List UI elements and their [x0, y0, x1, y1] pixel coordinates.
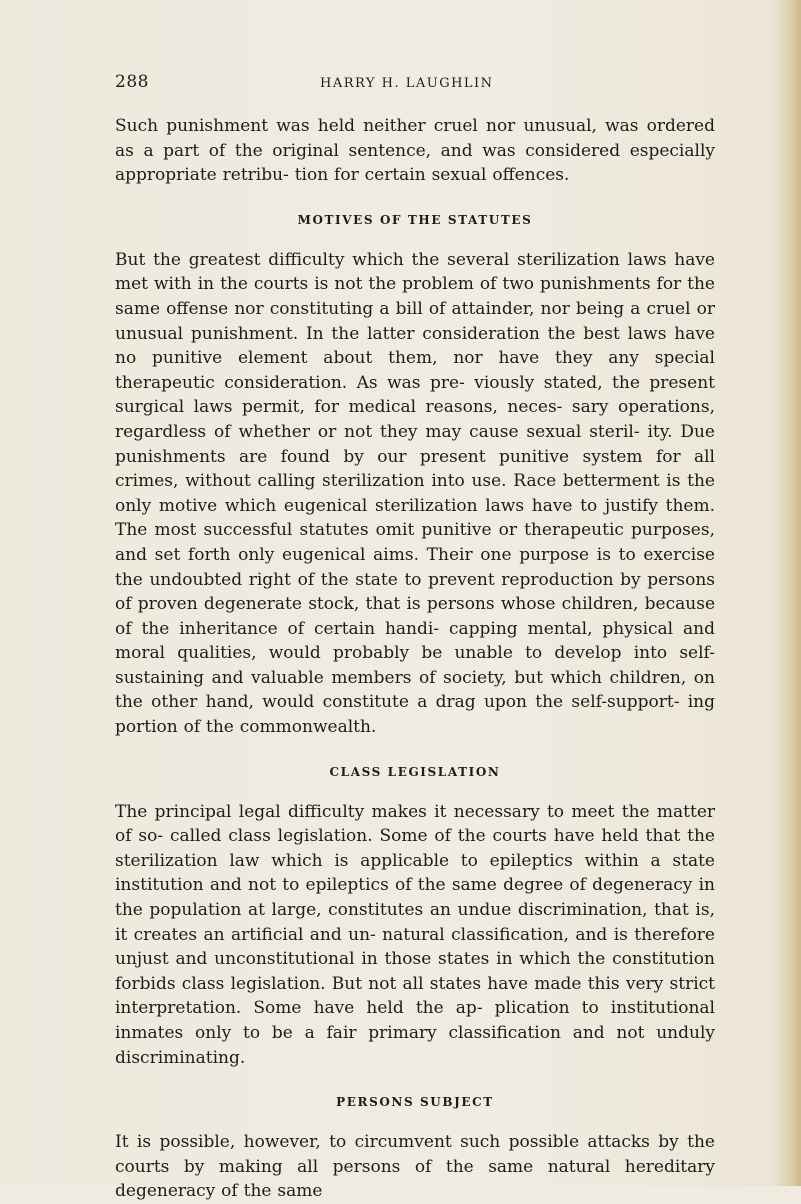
- body-text: [115, 114, 715, 1204]
- page-edge-shadow: [775, 0, 801, 1186]
- heading-motives-of-the-statutes: MOTIVES OF THE STATUTES: [297, 212, 533, 227]
- page-header: [115, 72, 715, 96]
- paragraph-2: But the greatest difficulty which the several sterilization laws have met with in the courts is not the problem of two punishments for the same offense nor constituting a bill of attainder, nor being a cruel or unusual punishment. In the latter consideration the best laws have no punitive element about them, nor have they any special therapeutic consideration. As was pre- viously stated, the present surgical laws permit, for medical reasons, neces- sary operations, regardless of whether or not they may cause sexual steril- ity. Due punishments are found by our present punitive system for all crimes, without calling sterilization into use. Race betterment is the only motive which eugenical sterilization laws have to justify them. The most successful statutes omit punitive or therapeutic purposes, and set forth only eugenical aims. Their one purpose is to exercise the undoubted right of the state to prevent reproduction by persons of proven degenerate stock, that is persons whose children, because of the inheritance of certain handi- capping mental, physical and moral qualities, would probably be unable to develop into self-sustaining and valuable members of society, but which children, on the other hand, would constitute a drag upon the self-support- ing portion of the commonwealth.: [115, 249, 715, 738]
- paragraph-3: The principal legal difficulty makes it necessary to meet the matter of so- called class legislation. Some of the courts have held that the sterilization law which is applicable to epileptics within a state institution and not to epileptics of the same degree of degeneracy in the population at large, constitutes an undue discrimination, that is, it creates an artificial and un- natural classification, and is therefore unjust and unconstitutional in those states in which the constitution forbids class legislation. But not all states have made this very strict interpretation. Some have held the ap- plication to institutional inmates only to be a fair primary classification and not unduly discriminating.: [115, 801, 715, 1068]
- page-number: 288: [115, 72, 149, 92]
- heading-persons-subject: PERSONS SUBJECT: [336, 1095, 494, 1110]
- heading-class-legislation: CLASS LEGISLATION: [329, 764, 501, 779]
- paragraph-4: It is possible, however, to circumvent such possible attacks by the courts by making all persons of the same natural hereditary degeneracy of the same: [115, 1132, 715, 1202]
- running-head: HARRY H. LAUGHLIN: [320, 76, 494, 91]
- paragraph-1: Such punishment was held neither cruel nor unusual, was ordered as a part of the original sentence, and was considered especially appropriate retribu- tion for certain sexual offences.: [115, 116, 715, 186]
